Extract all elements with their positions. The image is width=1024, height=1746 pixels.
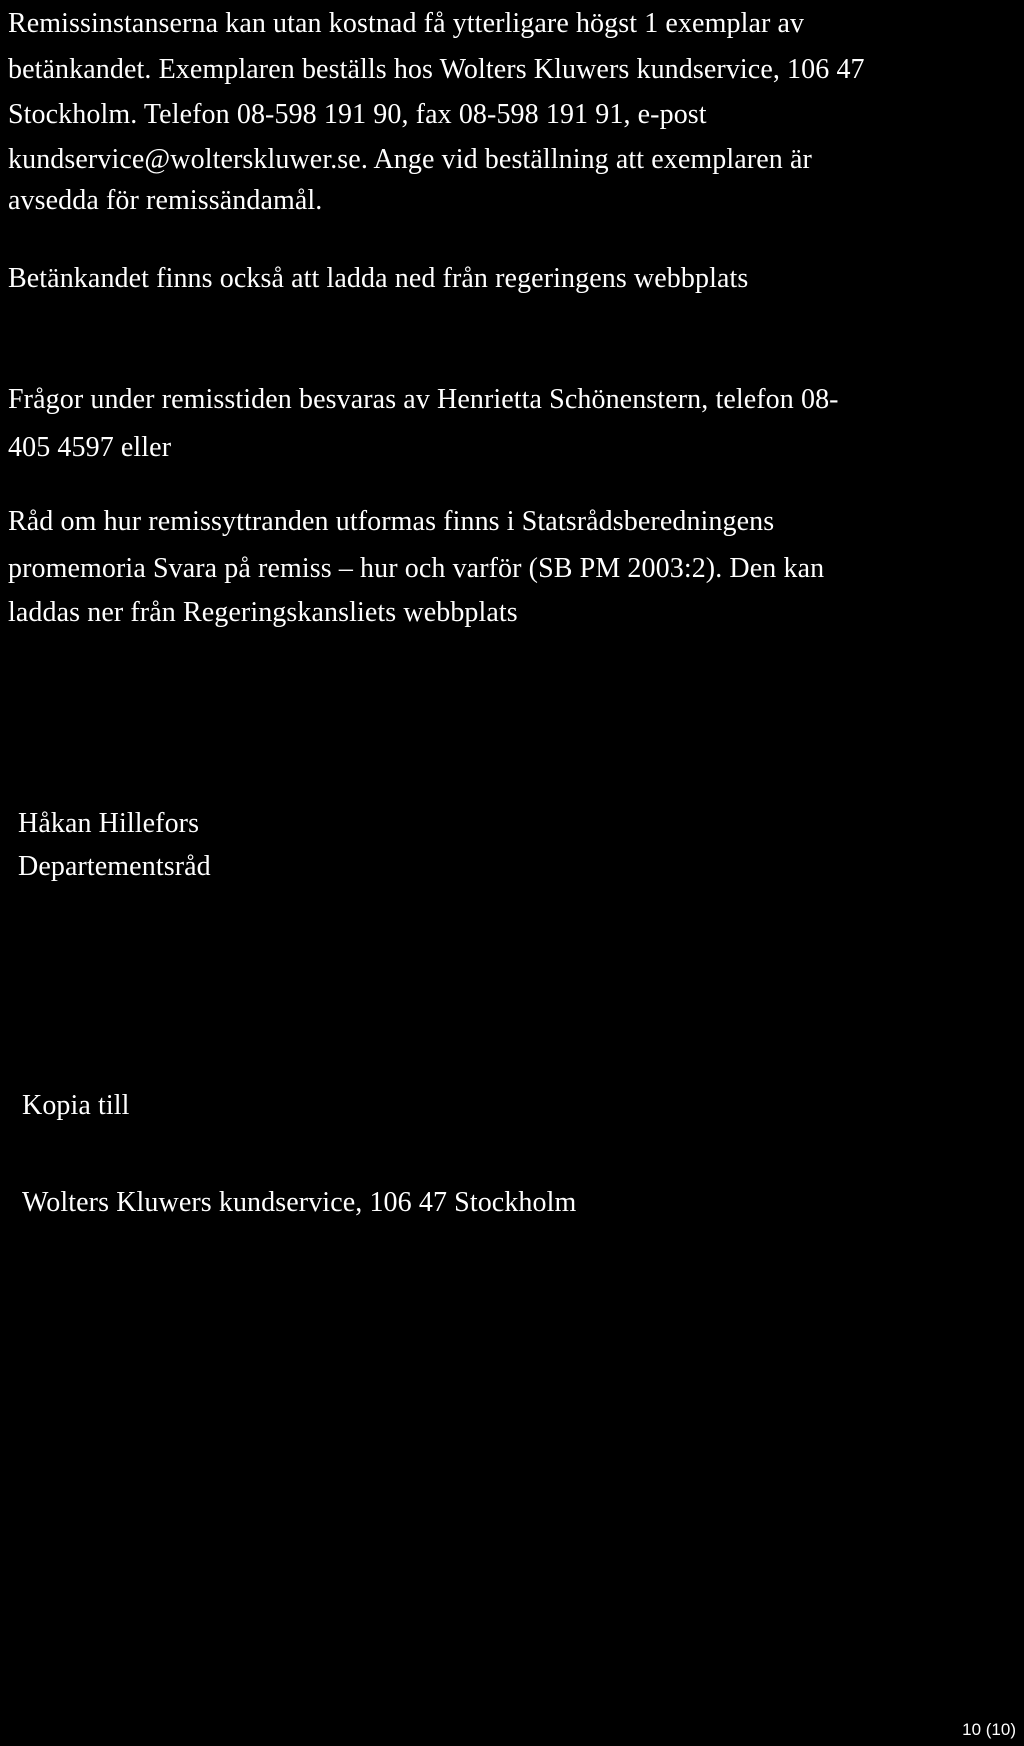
- copy-to-recipient: Wolters Kluwers kundservice, 106 47 Stockholm: [22, 1187, 577, 1218]
- paragraph-line: promemoria Svara på remiss – hur och varför (SB PM 2003:2). Den kan: [8, 553, 825, 584]
- paragraph-line: Frågor under remisstiden besvaras av Henrietta Schönenstern, telefon 08-: [8, 384, 839, 415]
- paragraph-line: Remissinstanserna kan utan kostnad få ytterligare högst 1 exemplar av: [8, 8, 805, 39]
- paragraph-line: 405 4597 eller: [8, 432, 172, 463]
- signatory-name: Håkan Hillefors: [18, 808, 200, 839]
- paragraph-line: kundservice@wolterskluwer.se. Ange vid beställning att exemplaren är: [8, 144, 812, 175]
- page-number: 10 (10): [962, 1720, 1016, 1739]
- copy-to-heading: Kopia till: [22, 1090, 130, 1121]
- paragraph-line: Betänkandet finns också att ladda ned från regeringens webbplats: [8, 263, 749, 294]
- signatory-title: Departementsråd: [18, 851, 211, 882]
- paragraph-line: betänkandet. Exemplaren beställs hos Wolters Kluwers kundservice, 106 47: [8, 54, 865, 85]
- paragraph-line: Stockholm. Telefon 08-598 191 90, fax 08-598 191 91, e-post: [8, 99, 707, 130]
- paragraph-line: avsedda för remissändamål.: [8, 185, 323, 216]
- paragraph-line: Råd om hur remissyttranden utformas finns i Statsrådsberedningens: [8, 506, 775, 537]
- paragraph-line: laddas ner från Regeringskansliets webbplats: [8, 597, 518, 628]
